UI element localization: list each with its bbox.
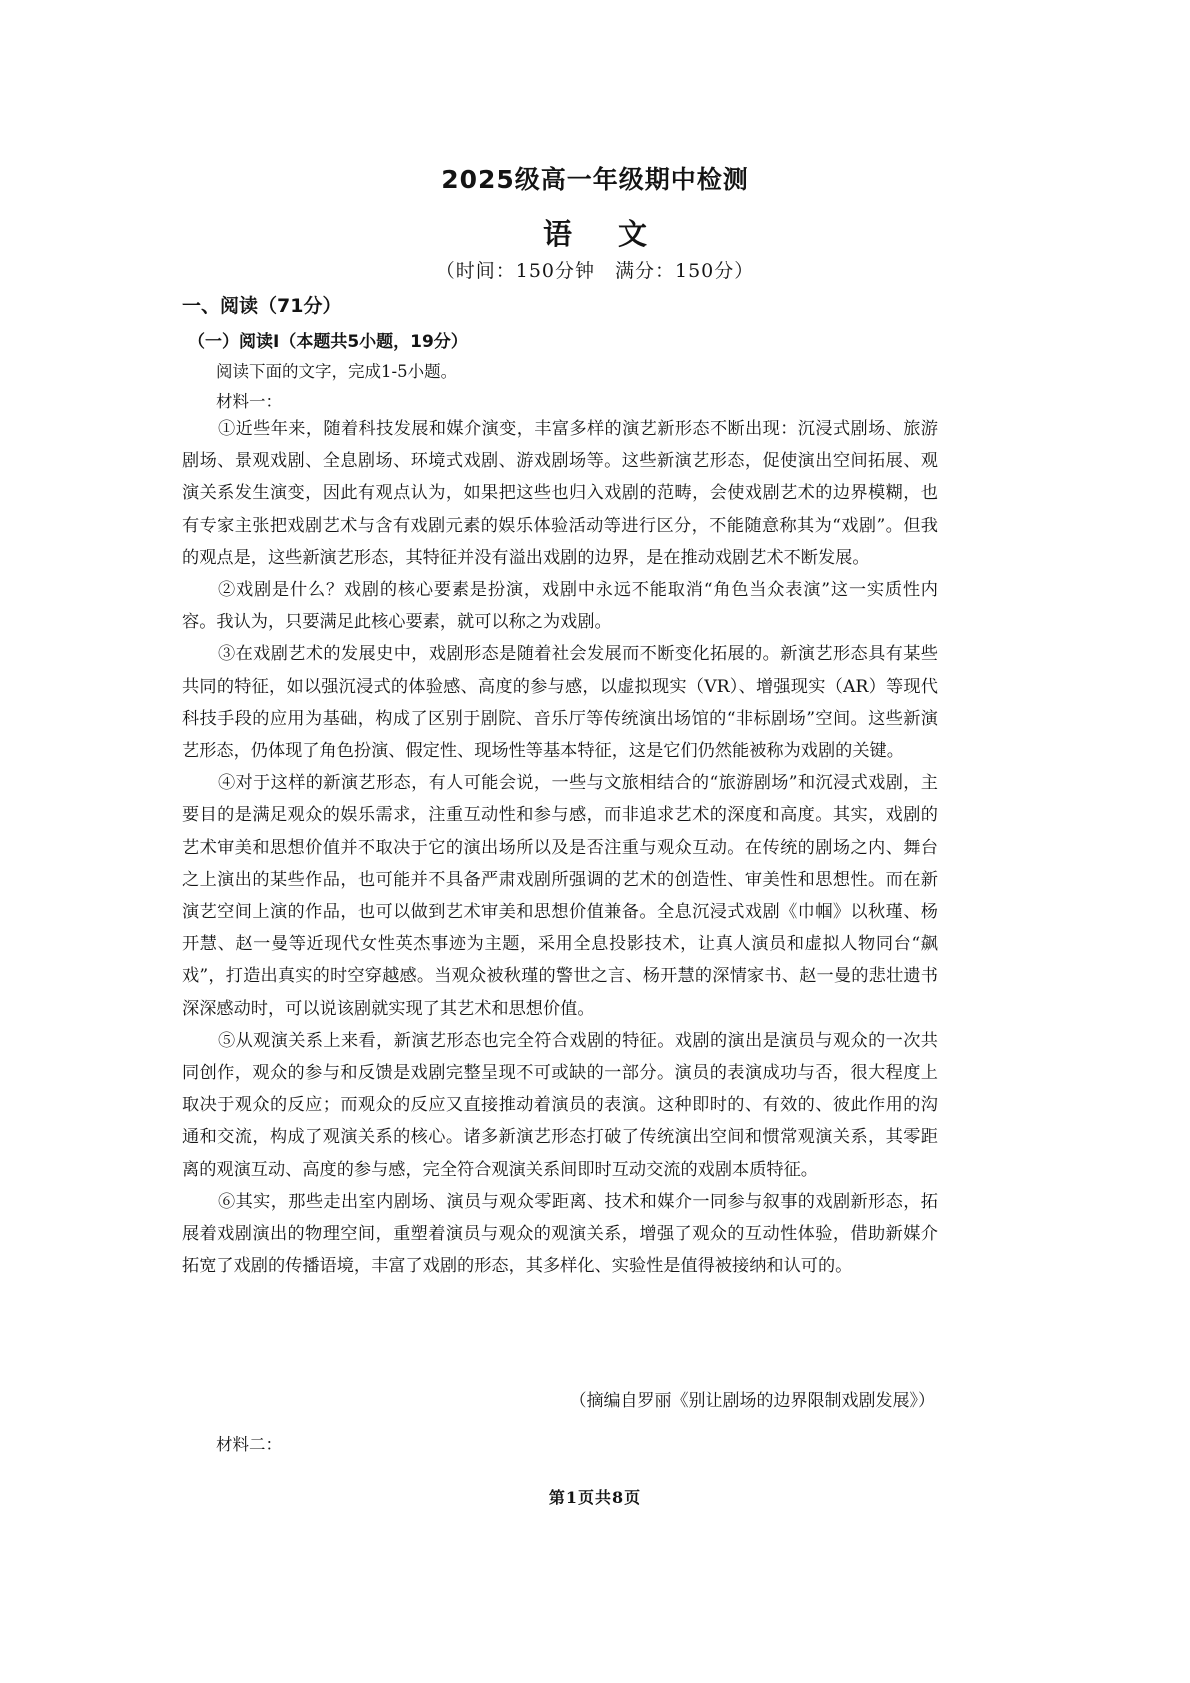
paragraph-1: ①近些年来，随着科技发展和媒介演变，丰富多样的演艺新形态不断出现：沉浸式剧场、旅游剧场、景观戏剧、全息剧场、环境式戏剧、游戏剧场等。这些新演艺形态，促使演出空间拓展、观演关系发生演变，因此有观点认为，如果把这些也归入戏剧的范畴，会使戏剧艺术的边界模糊，也有专家主张把戏剧艺术与含有戏剧元素的娱乐体验活动等进行区分，不能随意称其为“戏剧”。但我的观点是，这些新演艺形态，其特征并没有溢出戏剧的边界，是在推动戏剧艺术不断发展。 <box>182 419 938 568</box>
exam-info: （时间：150分钟 满分：150分） <box>435 260 755 282</box>
section-heading: 一、阅读（71分） <box>182 295 342 317</box>
paragraph-5: ⑤从观演关系上来看，新演艺形态也完全符合戏剧的特征。戏剧的演出是演员与观众的一次共同创作，观众的参与和反馈是戏剧完整呈现不可或缺的一部分。演员的表演成功与否，很大程度上取决于观众的反应；而观众的反应又直接推动着演员的表演。这种即时的、有效的、彼此作用的沟通和交流，构成了观演关系的核心。诸多新演艺形态打破了传统演出空间和惯常观演关系，其零距离的观演互动、高度的参与感，完全符合观演关系间即时互动交流的戏剧本质特征。 <box>182 1030 938 1180</box>
material-one-label: 材料一： <box>216 392 282 411</box>
paragraph-2: ②戏剧是什么？戏剧的核心要素是扮演，戏剧中永远不能取消“角色当众表演”这一实质性内容。我认为，只要满足此核心要素，就可以称之为戏剧。 <box>182 580 938 633</box>
subsection-heading: （一）阅读Ⅰ（本题共5小题，19分） <box>188 332 468 352</box>
reading-instruction: 阅读下面的文字，完成1-5小题。 <box>216 362 458 381</box>
paragraph-3: ③在戏剧艺术的发展史中，戏剧形态是随着社会发展而不断变化拓展的。新演艺形态具有某些共同的特征，如以强沉浸式的体验感、高度的参与感，以虚拟现实（VR）、增强现实（AR）等现代科技手段的应用为基础，构成了区别于剧院、音乐厅等传统演出场馆的“非标剧场”空间。这些新演艺形态，仍体现了角色扮演、假定性、现场性等基本特征，这是它们仍然能被称为戏剧的关键。 <box>182 644 938 762</box>
material-one-text <box>182 413 938 1282</box>
material-two-label: 材料二： <box>216 1435 282 1454</box>
paragraph-4: ④对于这样的新演艺形态，有人可能会说，一些与文旅相结合的“旅游剧场”和沉浸式戏剧，主要目的是满足观众的娱乐需求，注重互动性和参与感，而非追求艺术的深度和高度。其实，戏剧的艺术审美和思想价值并不取决于它的演出场所以及是否注重与观众互动。在传统的剧场之内、舞台之上演出的某些作品，也可能并不具备严肃戏剧所强调的艺术的创造性、审美性和思想性。而在新演艺空间上演的作品，也可以做到艺术审美和思想价值兼备。全息沉浸式戏剧《巾帼》以秋瑾、杨开慧、赵一曼等近现代女性英杰事迹为主题，采用全息投影技术，让真人演员和虚拟人物同台“飙戏”，打造出真实的时空穿越感。当观众被秋瑾的警世之言、杨开慧的深情家书、赵一曼的悲壮遗书深深感动时，可以说该剧就实现了其艺术和思想价值。 <box>182 773 938 1019</box>
exam-title: 2025级高一年级期中检测 <box>441 165 749 194</box>
subject-title: 语文 <box>542 217 693 251</box>
paragraph-6: ⑥其实，那些走出室内剧场、演员与观众零距离、技术和媒介一同参与叙事的戏剧新形态，拓展着戏剧演出的物理空间，重塑着演员与观众的观演关系，增强了观众的互动性体验，借助新媒介拓宽了戏剧的传播语境，丰富了戏剧的形态，其多样化、实验性是值得被接纳和认可的。 <box>182 1191 938 1277</box>
page-number: 第1页共8页 <box>548 1488 642 1507</box>
source-citation: （摘编自罗丽《别让剧场的边界限制戏剧发展》） <box>569 1391 935 1411</box>
